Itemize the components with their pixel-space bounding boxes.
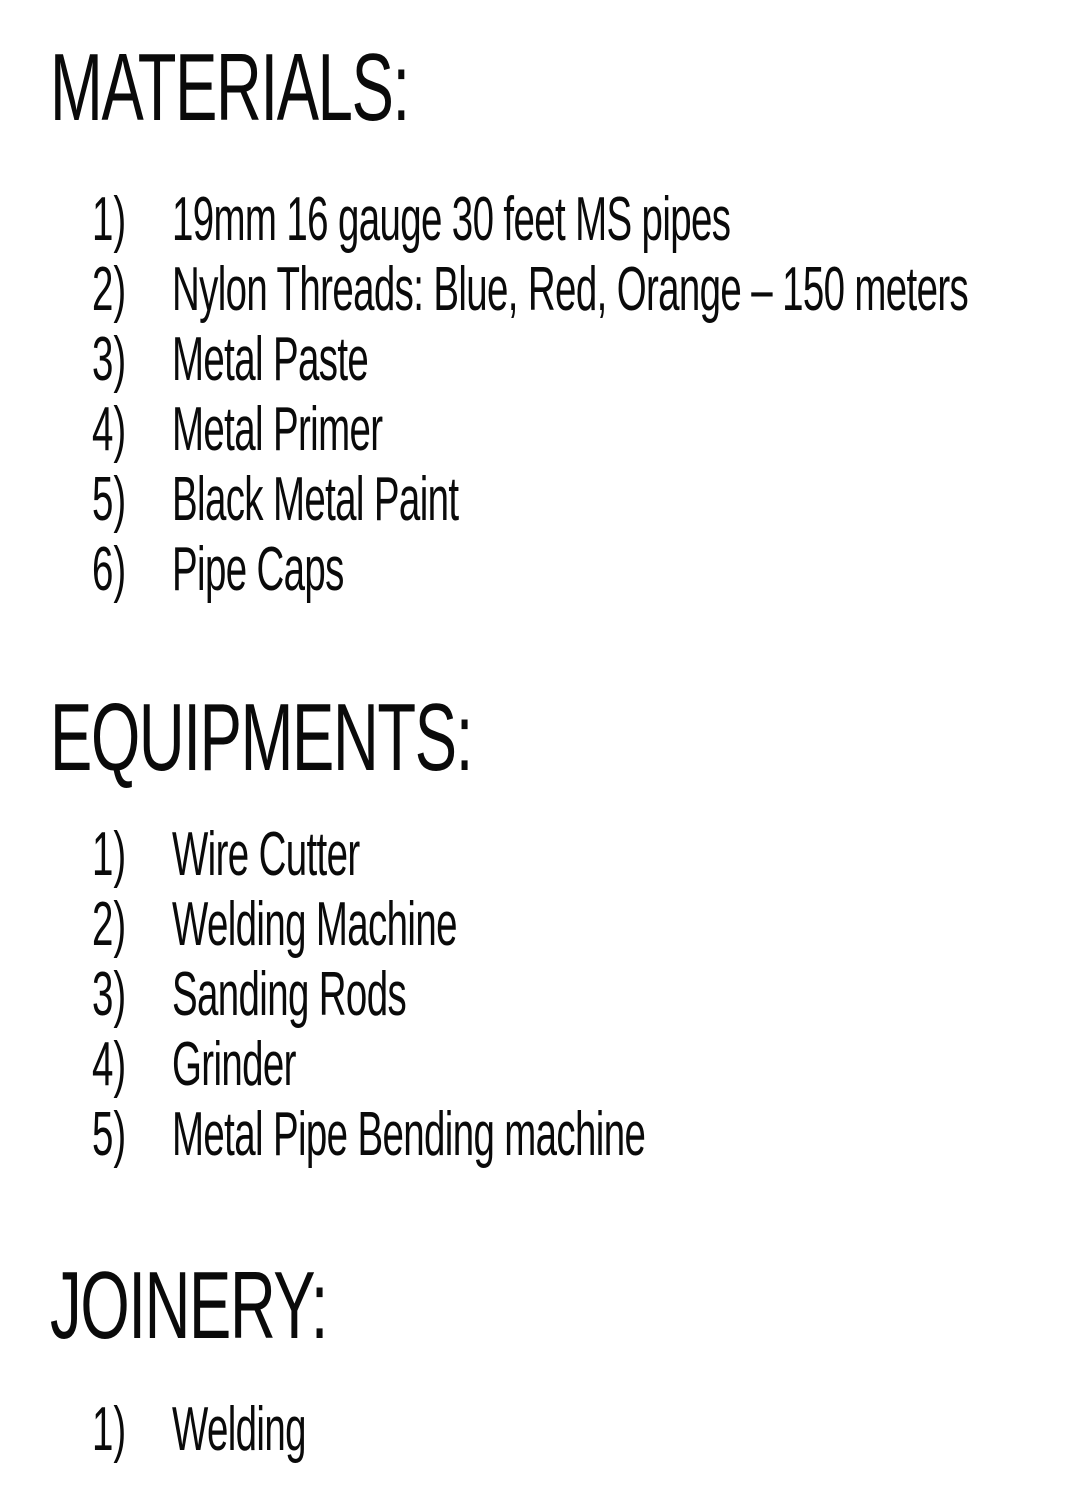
item-text: Nylon Threads: Blue, Red, Orange – 150 meters bbox=[172, 255, 969, 324]
item-text: Sanding Rods bbox=[172, 960, 407, 1029]
item-text: Pipe Caps bbox=[172, 535, 344, 604]
item-text: 19mm 16 gauge 30 feet MS pipes bbox=[172, 185, 731, 254]
item-number: 5) bbox=[92, 1100, 127, 1169]
item-text: Wire Cutter bbox=[172, 820, 360, 889]
joinery-heading: JOINERY: bbox=[50, 1252, 328, 1359]
item-number: 2) bbox=[92, 890, 127, 959]
item-text: Metal Paste bbox=[172, 325, 369, 394]
item-number: 1) bbox=[92, 820, 127, 889]
item-number: 1) bbox=[92, 1395, 127, 1464]
item-number: 2) bbox=[92, 255, 127, 324]
item-number: 3) bbox=[92, 325, 127, 394]
item-text: Welding Machine bbox=[172, 890, 457, 959]
item-number: 4) bbox=[92, 395, 127, 464]
item-number: 3) bbox=[92, 960, 127, 1029]
materials-heading: MATERIALS: bbox=[50, 34, 409, 141]
item-text: Black Metal Paint bbox=[172, 465, 459, 534]
item-text: Welding bbox=[172, 1395, 306, 1464]
equipments-heading: EQUIPMENTS: bbox=[50, 684, 473, 791]
item-text: Grinder bbox=[172, 1030, 296, 1099]
item-number: 5) bbox=[92, 465, 127, 534]
item-text: Metal Primer bbox=[172, 395, 383, 464]
item-number: 4) bbox=[92, 1030, 127, 1099]
item-number: 1) bbox=[92, 185, 127, 254]
item-text: Metal Pipe Bending machine bbox=[172, 1100, 646, 1169]
item-number: 6) bbox=[92, 535, 127, 604]
